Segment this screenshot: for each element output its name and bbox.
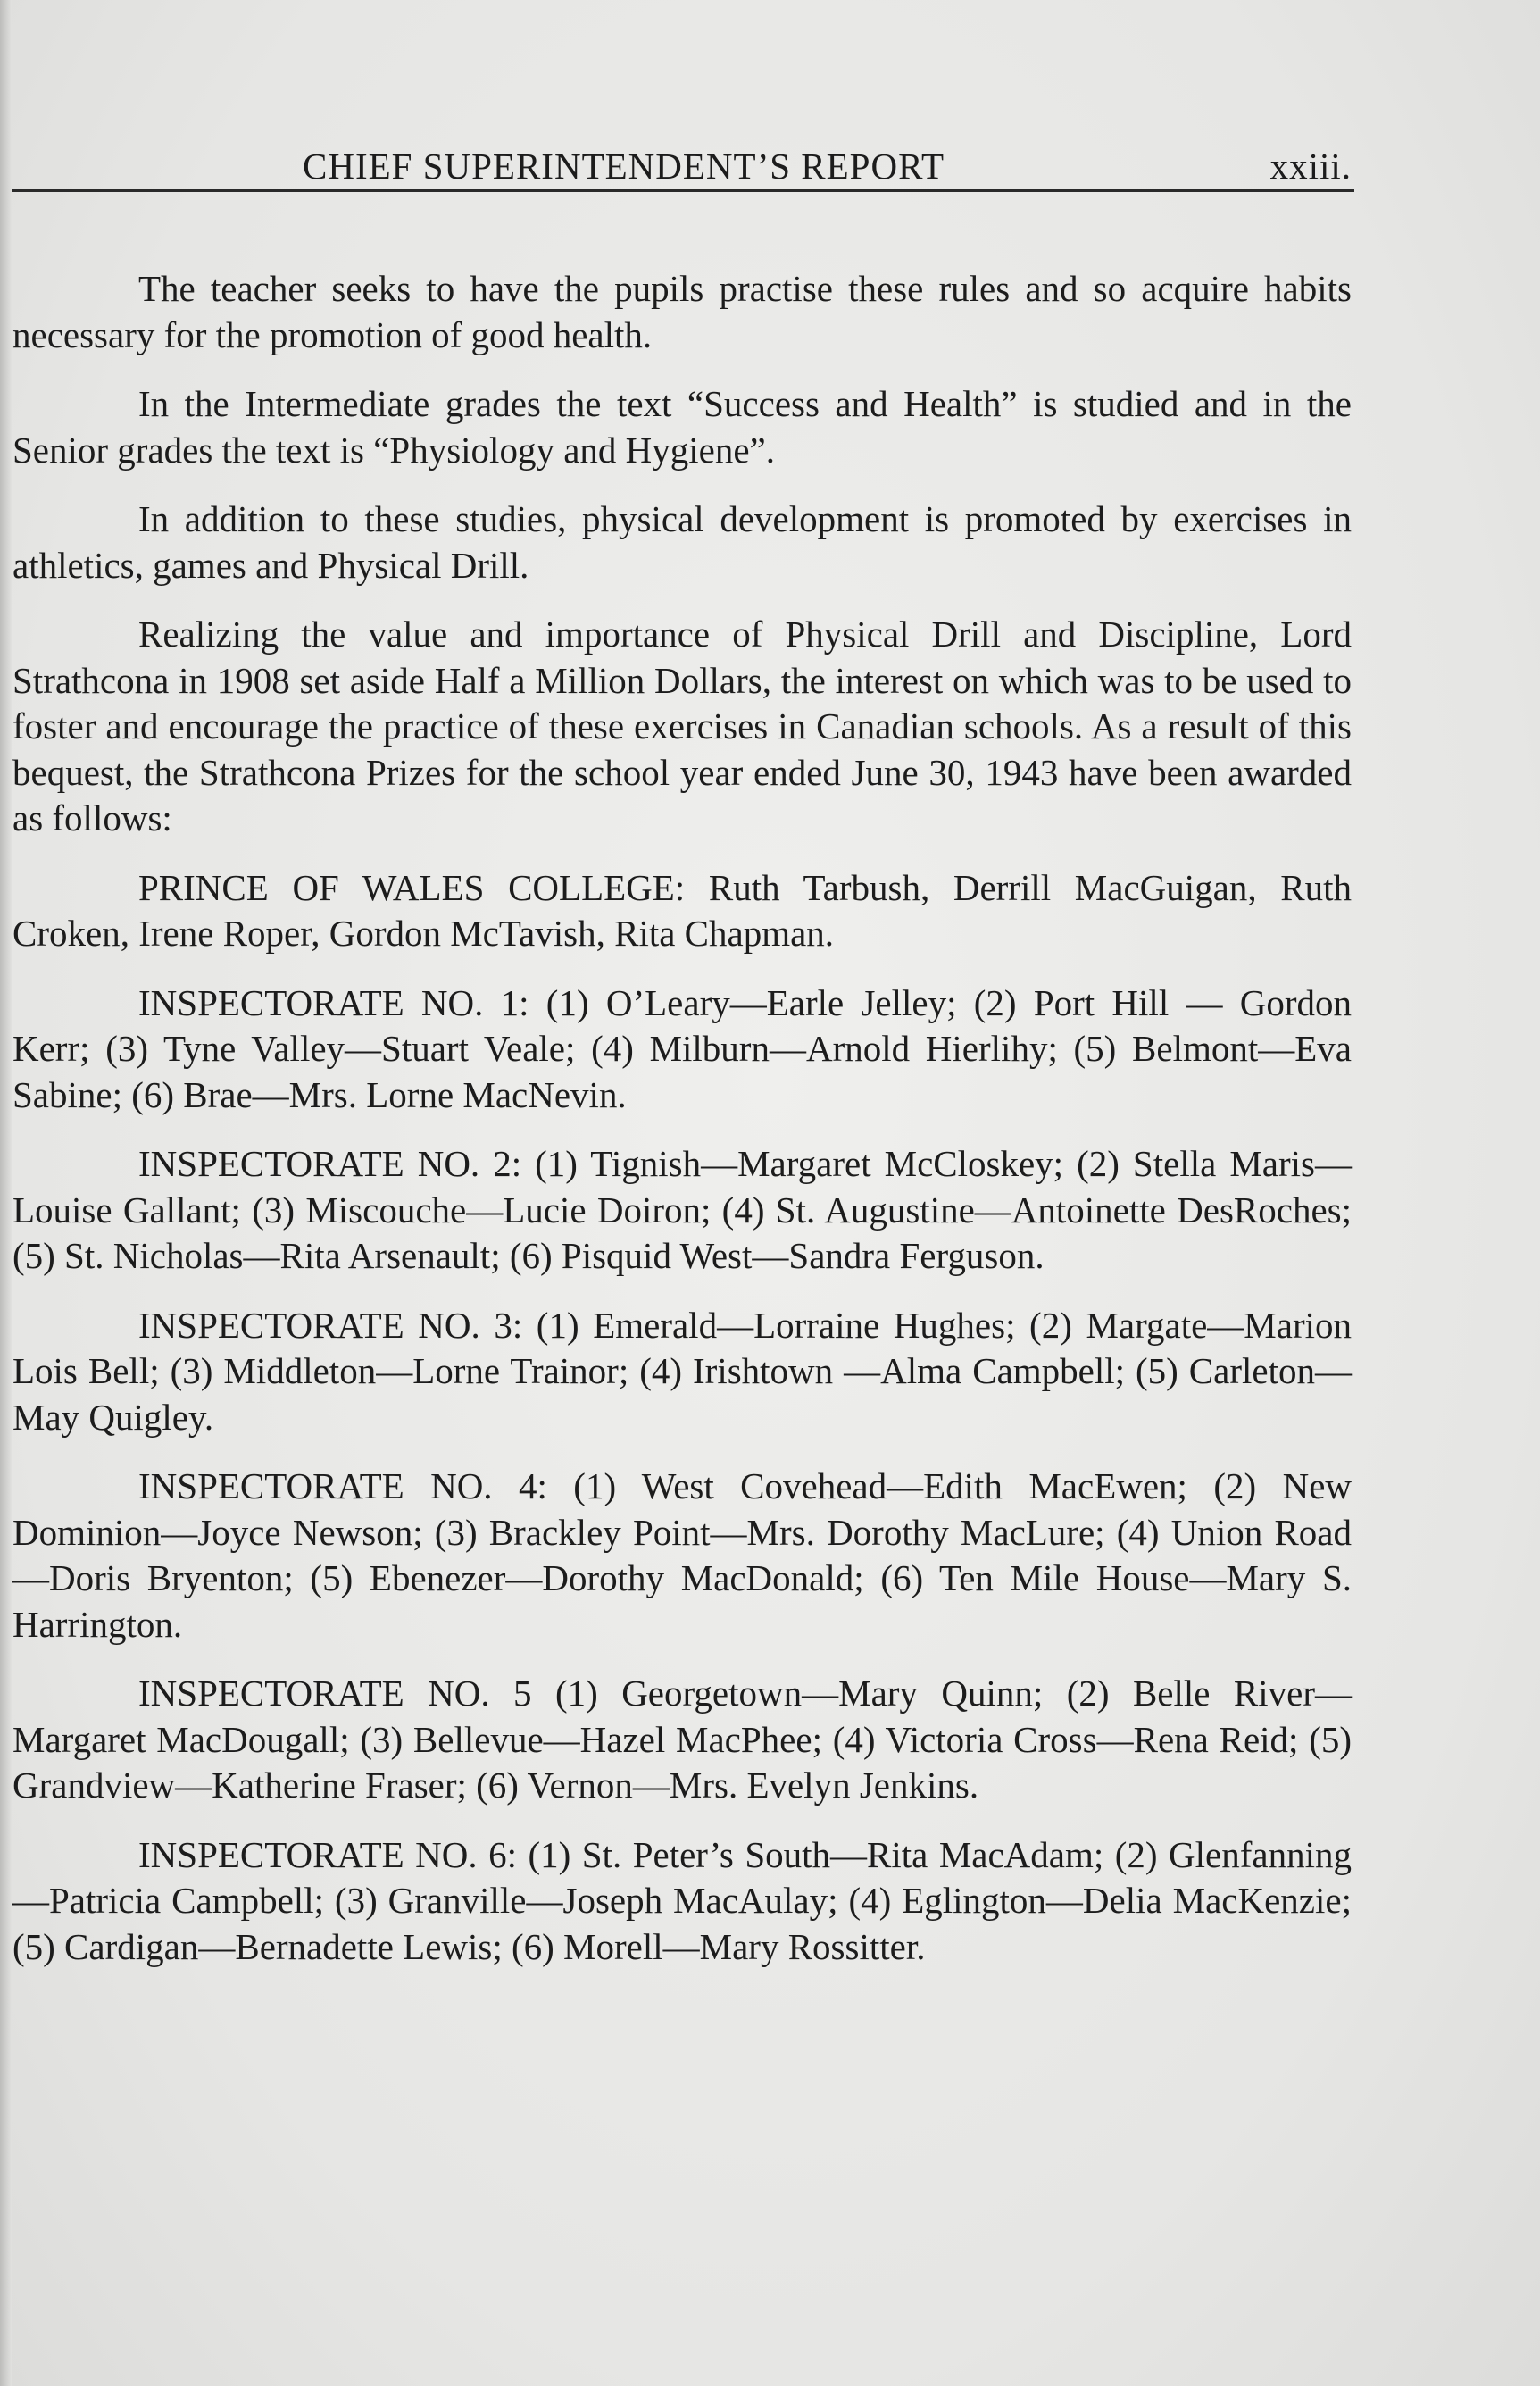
header-title: CHIEF SUPERINTENDENT’S REPORT [303, 146, 945, 187]
header-rule [12, 189, 1354, 192]
page-edge-shadow [0, 0, 12, 2386]
paragraph-textbooks: In the Intermediate grades the text “Success and Health” is studied and in the Senior grades the text is “Physiology and Hygiene”. [12, 383, 1352, 471]
paragraph-health-habits: The teacher seeks to have the pupils practise these rules and so acquire habits necessary for the promotion of good health. [12, 268, 1352, 355]
paragraph-inspectorate-2: INSPECTORATE NO. 2: (1) Tignish—Margaret McCloskey; (2) Stella Maris—Louise Gallant; (3) Miscouche—Lucie Doiron; (4) St. Augustine—Antoinette DesRoches; (5) St. Nicholas—Rita Arsenault; (6) Pisquid West—Sandra Ferguson. [12, 1143, 1352, 1276]
paragraph-prince-of-wales-college: PRINCE OF WALES COLLEGE: Ruth Tarbush, Derrill MacGuigan, Ruth Croken, Irene Roper, Gordon McTavish, Rita Chapman. [12, 866, 1352, 954]
page-number: xxiii. [1269, 146, 1352, 187]
report-body [12, 266, 1352, 1993]
paragraph-inspectorate-3: INSPECTORATE NO. 3: (1) Emerald—Lorraine Hughes; (2) Margate—Marion Lois Bell; (3) Middleton—Lorne Trainor; (4) Irishtown —Alma Campbell; (5) Carleton—May Quigley. [12, 1304, 1352, 1438]
paragraph-strathcona-bequest: Realizing the value and importance of Physical Drill and Discipline, Lord Strathcona in 1908 set aside Half a Million Dollars, the interest on which was to be used to foster and encourage the practice of these exercises in Canadian schools. As a result of this bequest, the Strathcona Prizes for the school year ended June 30, 1943 have been awarded as follows: [12, 613, 1352, 838]
paragraph-inspectorate-5: INSPECTORATE NO. 5 (1) Georgetown—Mary Quinn; (2) Belle River—Margaret MacDougall; (3) Bellevue—Hazel MacPhee; (4) Victoria Cross—Rena Reid; (5) Grandview—Katherine Fraser; (6) Vernon—Mrs. Evelyn Jenkins. [12, 1673, 1352, 1806]
paragraph-inspectorate-6: INSPECTORATE NO. 6: (1) St. Peter’s South—Rita MacAdam; (2) Glenfanning—Patricia Campbell; (3) Granville—Joseph MacAulay; (4) Eglington—Delia MacKenzie; (5) Cardigan—Bernadette Lewis; (6) Morell—Mary Rossitter. [12, 1833, 1352, 1967]
paragraph-physical-development: In addition to these studies, physical development is promoted by exercises in athletics, games and Physical Drill. [12, 498, 1352, 586]
paragraph-inspectorate-1: INSPECTORATE NO. 1: (1) O’Leary—Earle Jelley; (2) Port Hill — Gordon Kerr; (3) Tyne Valley—Stuart Veale; (4) Milburn—Arnold Hierlihy; (5) Belmont—Eva Sabine; (6) Brae—Mrs. Lorne MacNevin. [12, 981, 1352, 1115]
paragraph-inspectorate-4: INSPECTORATE NO. 4: (1) West Covehead—Edith MacEwen; (2) New Dominion—Joyce Newson; (3) Brackley Point—Mrs. Dorothy MacLure; (4) Union Road—Doris Bryenton; (5) Ebenezer—Dorothy MacDonald; (6) Ten Mile House—Mary S. Harrington. [12, 1465, 1352, 1645]
